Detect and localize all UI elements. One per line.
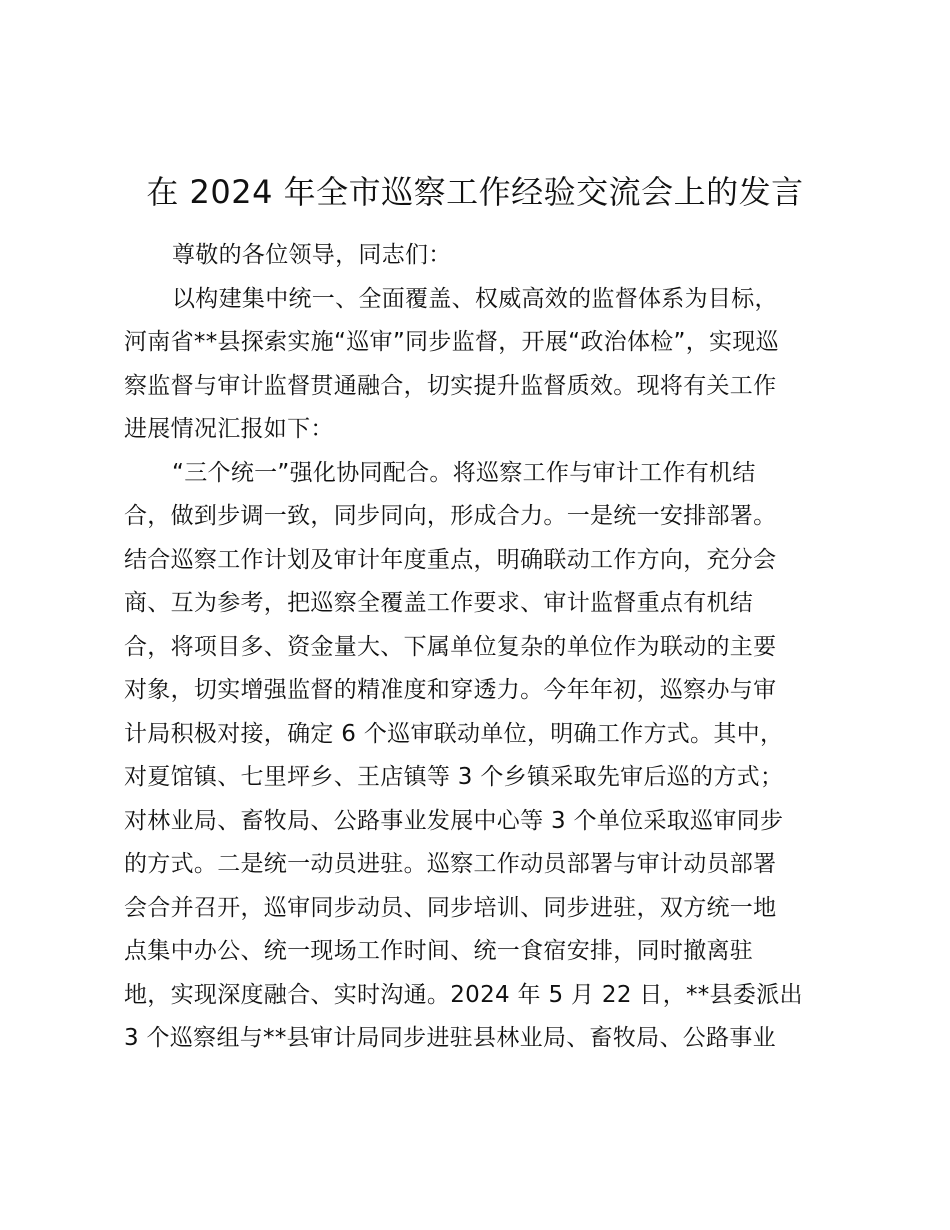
paragraph-line: 的方式。二是统一动员进驻。巡察工作动员部署与审计动员部署 (124, 851, 777, 877)
paragraph-line: “三个统一”强化协同配合。将巡察工作与审计工作有机结 (172, 459, 756, 486)
paragraph-line: 对林业局、畜牧局、公路事业发展中心等 3 个单位采取巡审同步 (124, 807, 784, 834)
paragraph-line: 商、互为参考，把巡察全覆盖工作要求、审计监督重点有机结 (124, 590, 754, 616)
paragraph-line: 地，实现深度融合、实时沟通。2024 年 5 月 22 日，**县委派出 (124, 981, 803, 1008)
paragraph-line: 以构建集中统一、全面覆盖、权威高效的监督体系为目标， (172, 285, 778, 312)
paragraph-line: 会合并召开，巡审同步动员、同步培训、同步进驻，双方统一地 (124, 894, 777, 921)
paragraph-line: 对夏馆镇、七里坪乡、王店镇等 3 个乡镇采取先审后巡的方式； (124, 764, 784, 790)
paragraph-line: 察监督与审计监督贯通融合，切实提升监督质效。现将有关工作 (124, 372, 777, 399)
paragraph-line: 河南省**县探索实施“巡审”同步监督，开展“政治体检”，实现巡 (124, 329, 779, 355)
paragraph-line: 计局积极对接，确定 6 个巡审联动单位，明确工作方式。其中， (124, 720, 784, 747)
paragraph-line: 合，将项目多、资金量大、下属单位复杂的单位作为联动的主要 (124, 633, 777, 660)
paragraph-line: 点集中办公、统一现场工作时间、统一食宿安排，同时撤离驻 (124, 938, 754, 964)
paragraph-line: 3 个巡察组与**县审计局同步进驻县林业局、畜牧局、公路事业 (124, 1025, 776, 1051)
paragraph-line: 对象，切实增强监督的精准度和穿透力。今年年初，巡察办与审 (124, 677, 777, 703)
document-body (124, 234, 829, 1061)
paragraph-line: 结合巡察工作计划及审计年度重点，明确联动工作方向，充分会 (124, 546, 777, 573)
paragraph-line: 进展情况汇报如下： (124, 416, 334, 442)
salutation: 尊敬的各位领导，同志们： (172, 242, 452, 268)
document-title: 在 2024 年全市巡察工作经验交流会上的发言 (146, 173, 804, 211)
paragraph-line: 合，做到步调一致，同步同向，形成合力。一是统一安排部署。 (124, 503, 777, 529)
